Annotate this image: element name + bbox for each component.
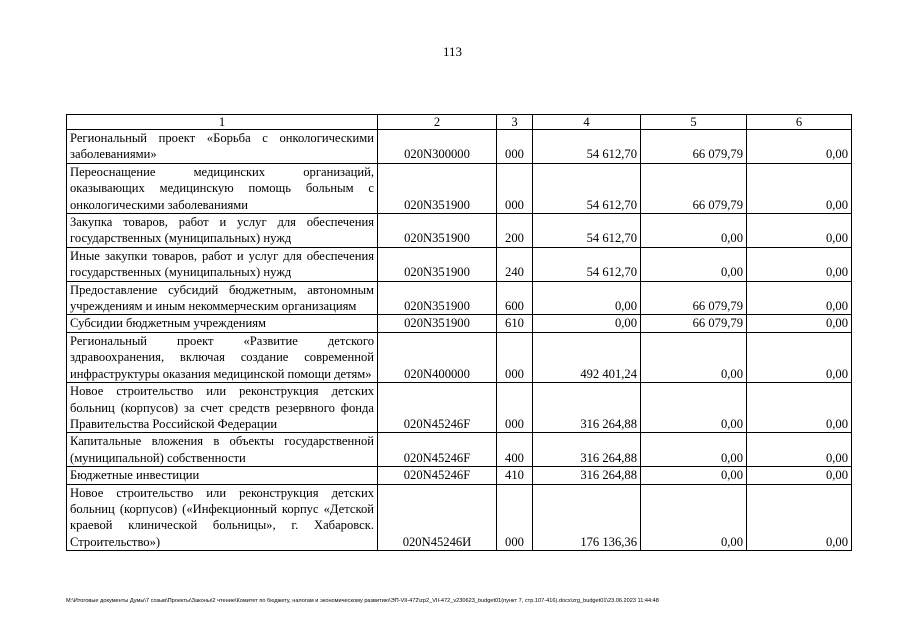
row-name: Предоставление субсидий бюджетным, автономным учреждениям и иным некоммерческим организациям xyxy=(67,281,378,315)
table-row xyxy=(67,130,852,164)
row-name: Бюджетные инвестиции xyxy=(67,467,378,484)
column-header: 3 xyxy=(497,115,533,130)
table-row xyxy=(67,467,852,484)
row-value-5: 0,00 xyxy=(641,484,747,551)
row-value-6: 0,00 xyxy=(747,315,852,332)
row-code: 020N351900 xyxy=(378,281,497,315)
row-value-4: 54 612,70 xyxy=(533,163,641,213)
row-vr: 000 xyxy=(497,130,533,164)
row-value-6: 0,00 xyxy=(747,467,852,484)
row-name: Региональный проект «Борьба с онкологическими заболеваниями» xyxy=(67,130,378,164)
row-value-4: 0,00 xyxy=(533,281,641,315)
row-value-6: 0,00 xyxy=(747,332,852,382)
row-value-4: 54 612,70 xyxy=(533,130,641,164)
row-value-4: 316 264,88 xyxy=(533,467,641,484)
table-row xyxy=(67,383,852,433)
column-header: 4 xyxy=(533,115,641,130)
column-header: 5 xyxy=(641,115,747,130)
row-vr: 000 xyxy=(497,383,533,433)
row-value-6: 0,00 xyxy=(747,214,852,248)
row-name: Новое строительство или реконструкция детских больниц (корпусов) («Инфекционный корпус «Детской краевой клинической больницы», г. Хабаровск. Строительство») xyxy=(67,484,378,551)
table-header-row xyxy=(67,115,852,130)
table-row xyxy=(67,247,852,281)
document-path-footer: M:\Итоговые документы Думы\7 созыв\Проекты\Законы\2 чтение\Комитет по бюджету, налогам и экономическому развитию\ЭП-VII-472\zp2_VII-472_v230623_budget01(пункт 7, стр.107-416).docx\zrg_budget01\23.06.2023 11:44:48 xyxy=(66,598,659,604)
column-header: 6 xyxy=(747,115,852,130)
row-vr: 000 xyxy=(497,163,533,213)
row-code: 020N400000 xyxy=(378,332,497,382)
row-value-5: 0,00 xyxy=(641,383,747,433)
row-name: Региональный проект «Развитие детского здравоохранения, включая создание современной инфраструктуры оказания медицинской помощи детям» xyxy=(67,332,378,382)
row-code: 020N45246F xyxy=(378,433,497,467)
row-code: 020N45246И xyxy=(378,484,497,551)
table-row xyxy=(67,214,852,248)
row-vr: 400 xyxy=(497,433,533,467)
row-vr: 000 xyxy=(497,484,533,551)
table-row xyxy=(67,332,852,382)
row-value-4: 176 136,36 xyxy=(533,484,641,551)
row-value-4: 492 401,24 xyxy=(533,332,641,382)
row-code: 020N351900 xyxy=(378,163,497,213)
row-code: 020N351900 xyxy=(378,214,497,248)
row-name: Переоснащение медицинских организаций, оказывающих медицинскую помощь больным с онкологическими заболеваниями xyxy=(67,163,378,213)
table-row xyxy=(67,281,852,315)
row-code: 020N351900 xyxy=(378,247,497,281)
row-value-4: 316 264,88 xyxy=(533,383,641,433)
row-code: 020N351900 xyxy=(378,315,497,332)
row-value-5: 0,00 xyxy=(641,433,747,467)
table-row xyxy=(67,484,852,551)
column-header: 1 xyxy=(67,115,378,130)
row-value-6: 0,00 xyxy=(747,484,852,551)
row-vr: 200 xyxy=(497,214,533,248)
page-number: 113 xyxy=(442,44,463,59)
row-vr: 240 xyxy=(497,247,533,281)
row-name: Новое строительство или реконструкция детских больниц (корпусов) за счет средств резервного фонда Правительства Российской Федерации xyxy=(67,383,378,433)
row-name: Субсидии бюджетным учреждениям xyxy=(67,315,378,332)
row-value-5: 66 079,79 xyxy=(641,130,747,164)
row-vr: 000 xyxy=(497,332,533,382)
table-row xyxy=(67,433,852,467)
row-value-5: 0,00 xyxy=(641,332,747,382)
row-value-5: 66 079,79 xyxy=(641,315,747,332)
row-name: Капитальные вложения в объекты государственной (муниципальной) собственности xyxy=(67,433,378,467)
row-value-5: 66 079,79 xyxy=(641,281,747,315)
row-name: Закупка товаров, работ и услуг для обеспечения государственных (муниципальных) нужд xyxy=(67,214,378,248)
row-vr: 610 xyxy=(497,315,533,332)
row-value-6: 0,00 xyxy=(747,130,852,164)
row-value-4: 316 264,88 xyxy=(533,433,641,467)
row-value-6: 0,00 xyxy=(747,247,852,281)
row-value-6: 0,00 xyxy=(747,163,852,213)
row-vr: 600 xyxy=(497,281,533,315)
row-value-5: 0,00 xyxy=(641,467,747,484)
row-value-4: 0,00 xyxy=(533,315,641,332)
row-code: 020N45246F xyxy=(378,467,497,484)
row-value-4: 54 612,70 xyxy=(533,247,641,281)
row-value-5: 0,00 xyxy=(641,214,747,248)
column-header: 2 xyxy=(378,115,497,130)
row-vr: 410 xyxy=(497,467,533,484)
row-name: Иные закупки товаров, работ и услуг для обеспечения государственных (муниципальных) нужд xyxy=(67,247,378,281)
row-value-6: 0,00 xyxy=(747,281,852,315)
row-value-5: 66 079,79 xyxy=(641,163,747,213)
table-row xyxy=(67,163,852,213)
table-row xyxy=(67,315,852,332)
row-value-6: 0,00 xyxy=(747,433,852,467)
row-value-6: 0,00 xyxy=(747,383,852,433)
row-value-5: 0,00 xyxy=(641,247,747,281)
row-code: 020N300000 xyxy=(378,130,497,164)
row-value-4: 54 612,70 xyxy=(533,214,641,248)
row-code: 020N45246F xyxy=(378,383,497,433)
budget-table xyxy=(66,114,852,551)
